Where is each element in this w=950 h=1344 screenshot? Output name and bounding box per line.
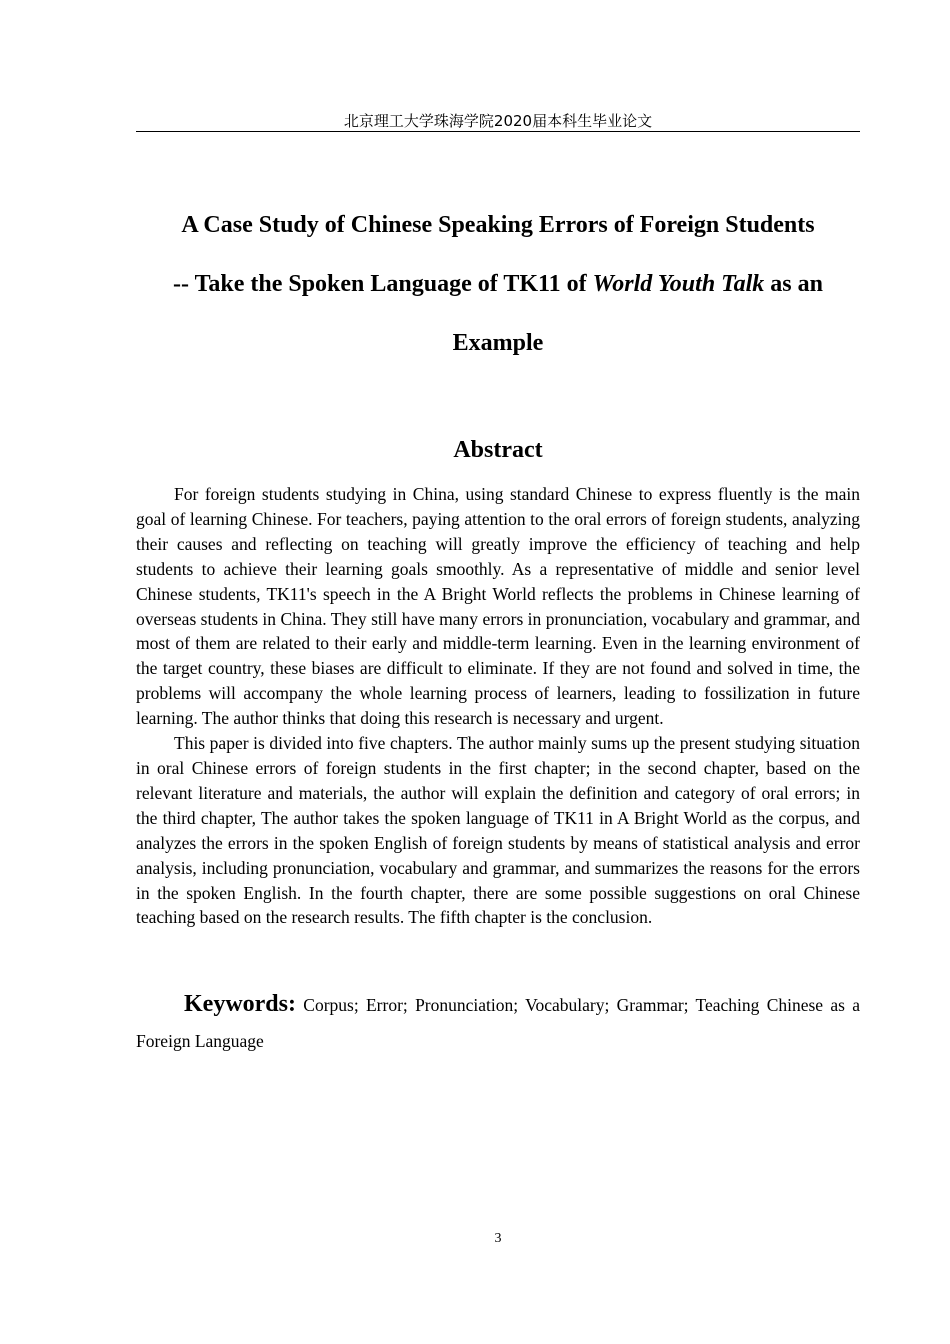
keywords xyxy=(136,986,860,1059)
title-line-1: A Case Study of Chinese Speaking Errors of Foreign Students xyxy=(181,212,815,238)
running-header: 北京理工大学珠海学院2020届本科生毕业论文 xyxy=(343,112,653,130)
abstract-paragraph-1: For foreign students studying in China, using standard Chinese to express fluently is the main goal of learning Chinese. For teachers, paying attention to the oral errors of foreign students, analyzing their causes and reflecting on teaching will greatly improve the efficiency of teaching and help students to achieve their learning goals smoothly. As a representative of middle and senior level Chinese students, TK11's speech in the A Bright World reflects the problems in Chinese learning of overseas students in China. They still have many errors in pronunciation, vocabulary and grammar, and most of them are related to their early and middle-term learning. Even in the learning environment of the target country, these biases are difficult to eliminate. If they are not found and solved in time, the problems will accompany the whole learning process of learners, leading to fossilization in future learning. The author thinks that doing this research is necessary and urgent. xyxy=(136,484,860,729)
paper-title xyxy=(136,196,860,373)
header-rule xyxy=(136,131,860,132)
abstract-paragraph-2: This paper is divided into five chapters. The author mainly sums up the present studying situation in oral Chinese errors of foreign students in the first chapter; in the second chapter, based on the relevant literature and materials, the author will explain the definition and category of oral errors; in the third chapter, The author takes the spoken language of TK11 in A Bright World as the corpus, and analyzes the errors in the spoken English of foreign students by means of statistical analysis and error analysis, including pronunciation, vocabulary and grammar, and summarizes the reasons for the errors in the spoken English. In the fourth chapter, there are some possible suggestions on oral Chinese teaching based on the research results. The fifth chapter is the conclusion. xyxy=(136,733,860,928)
title-line-2-suffix: as an xyxy=(764,271,823,297)
keywords-label: Keywords: xyxy=(184,991,296,1017)
abstract-body xyxy=(136,482,860,930)
title-line-2 xyxy=(136,255,860,314)
title-line-2-prefix: -- Take the Spoken Language of TK11 of xyxy=(173,271,593,297)
title-line-3: Example xyxy=(452,330,544,356)
page-number: 3 xyxy=(494,1231,502,1246)
abstract-heading: Abstract xyxy=(453,437,543,463)
keywords-text: Corpus; Error; Pronunciation; Vocabulary; Grammar; Teaching Chinese as a Foreign Language xyxy=(136,995,860,1051)
title-line-2-italic: World Youth Talk xyxy=(592,271,765,297)
